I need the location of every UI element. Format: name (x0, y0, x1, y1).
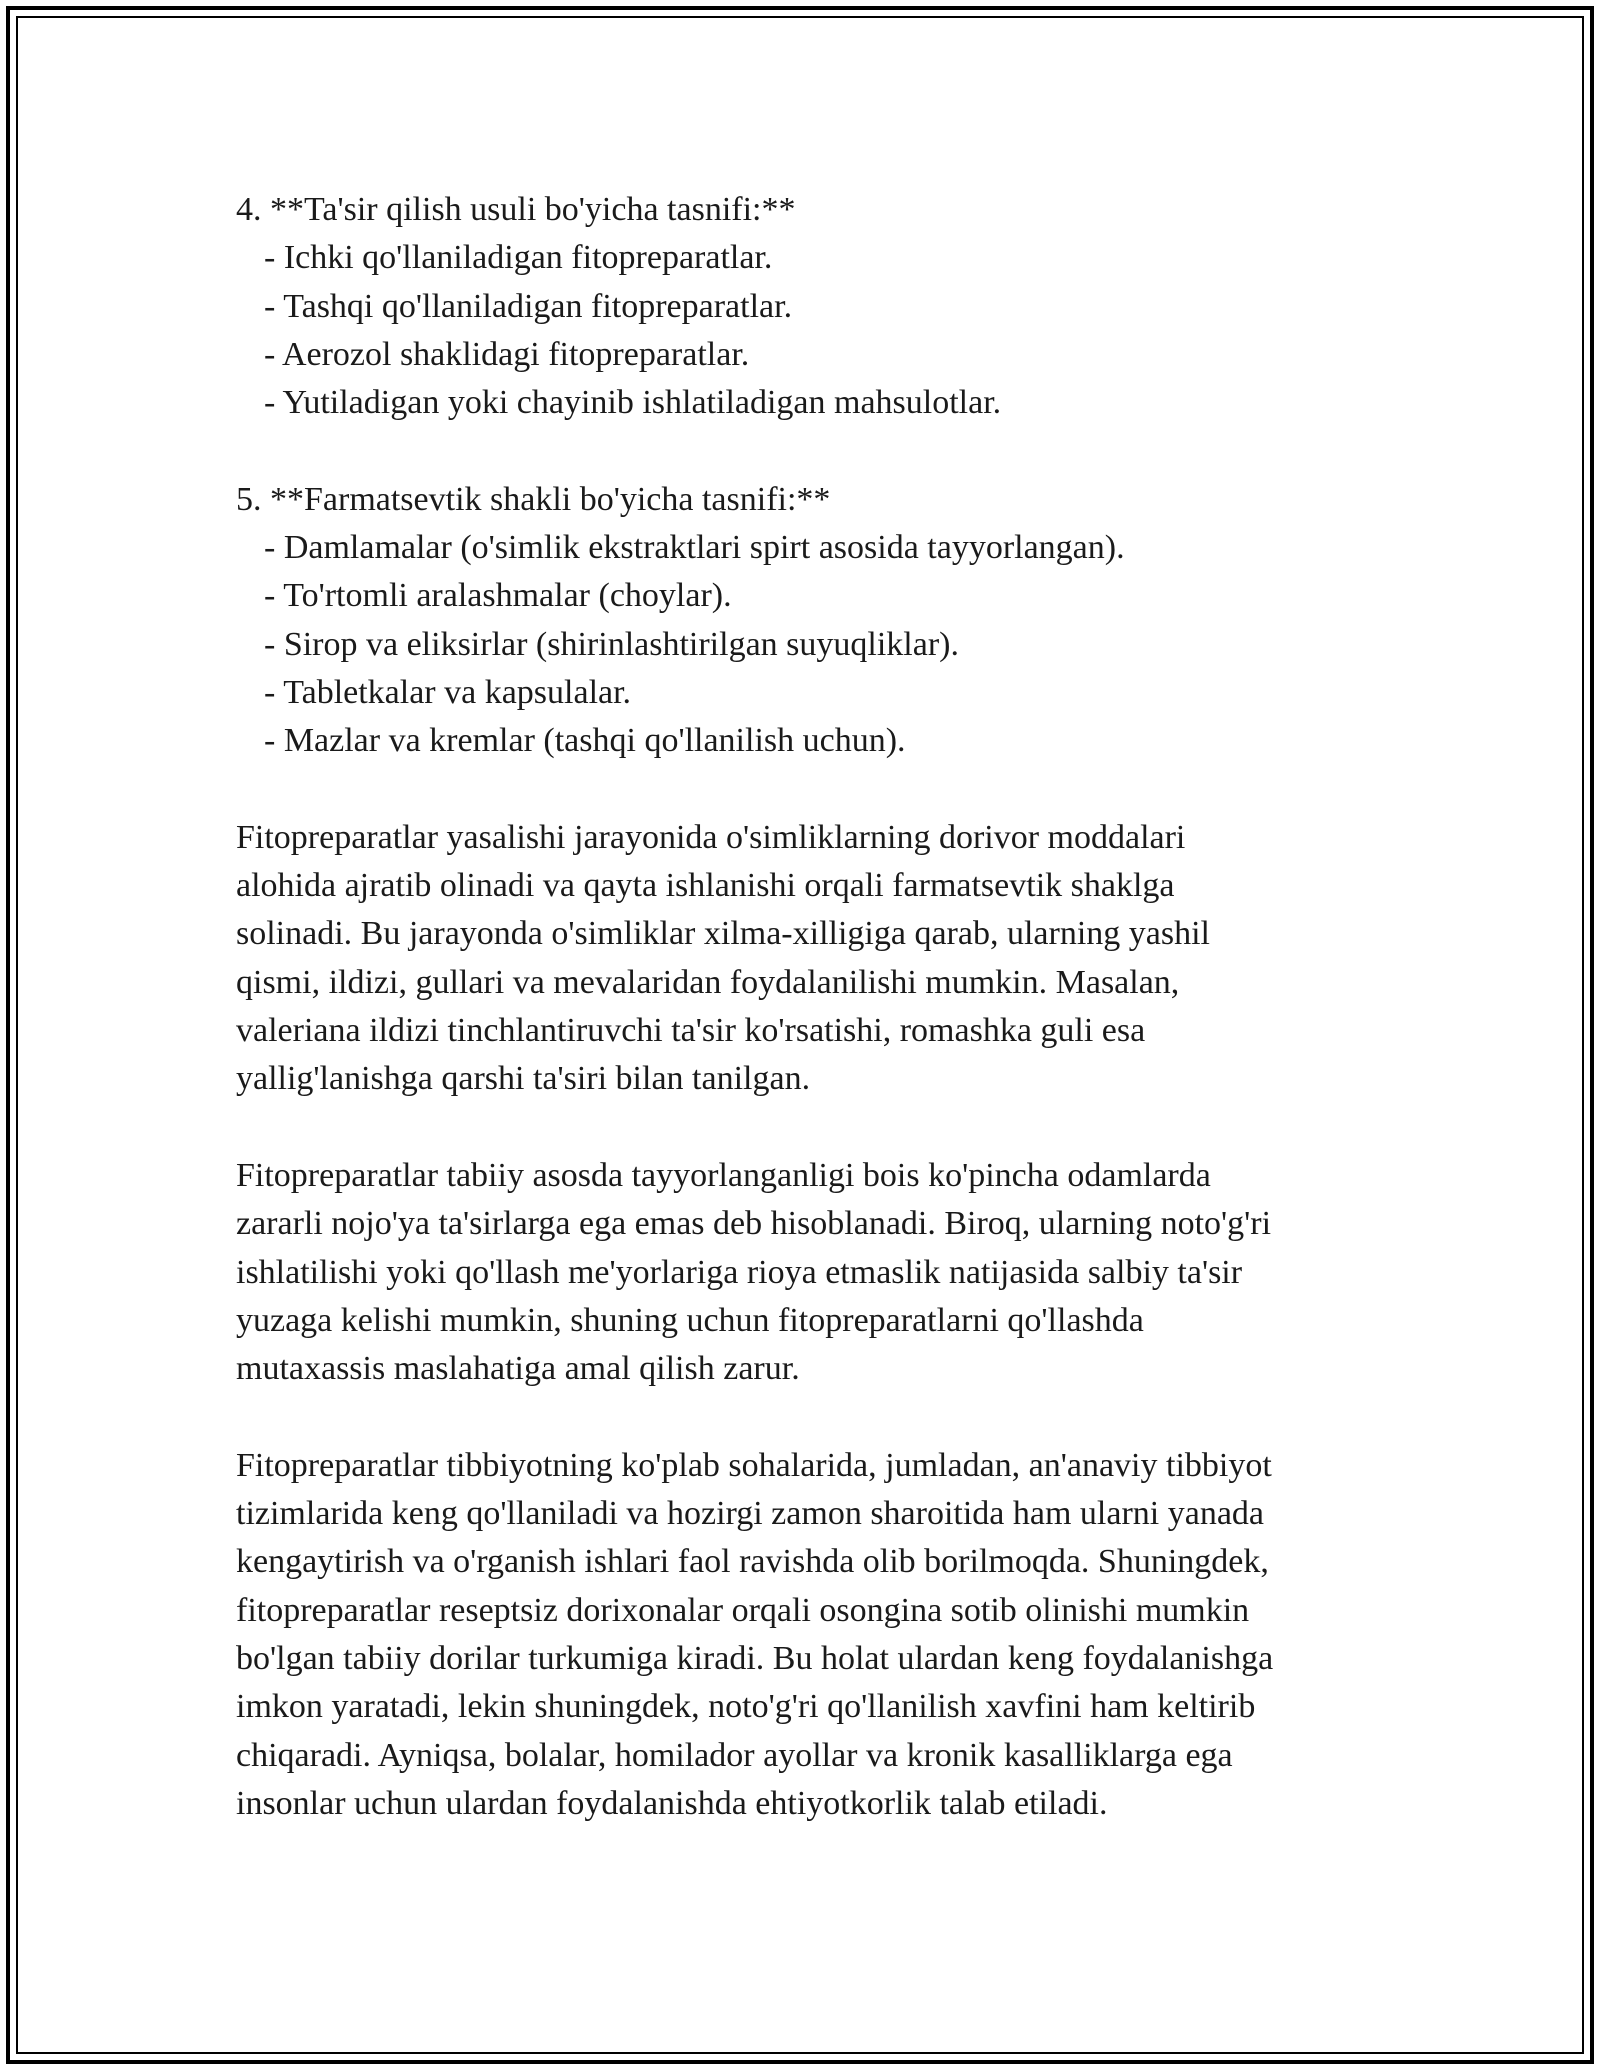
list-item: - To'rtomli aralashmalar (choylar). (264, 577, 732, 615)
paragraph-line: chiqaradi. Ayniqsa, bolalar, homilador ayollar va kronik kasalliklarga ega (236, 1736, 1233, 1774)
list-item: - Sirop va eliksirlar (shirinlashtirilgan suyuqliklar). (264, 625, 959, 663)
section-heading: 5. **Farmatsevtik shakli bo'yicha tasnifi:** (236, 480, 831, 518)
paragraph-line: solinadi. Bu jarayonda o'simliklar xilma-xilligiga qarab, ularning yashil (236, 915, 1210, 953)
paragraph-line: ishlatilishi yoki qo'llash me'yorlariga rioya etmaslik natijasida salbiy ta'sir (236, 1253, 1243, 1291)
paragraph-line: insonlar uchun ulardan foydalanishda ehtiyotkorlik talab etiladi. (236, 1784, 1108, 1822)
paragraph-line: yallig'lanishga qarshi ta'siri bilan tanilgan. (236, 1060, 811, 1098)
paragraph-production (236, 814, 1376, 1104)
list-item: - Tashqi qo'llaniladigan fitopreparatlar. (264, 287, 793, 325)
paragraph-line: Fitopreparatlar yasalishi jarayonida o'simliklarning dorivor moddalari (236, 818, 1186, 856)
list-item: - Ichki qo'llaniladigan fitopreparatlar. (264, 239, 773, 277)
paragraph-line: bo'lgan tabiiy dorilar turkumiga kiradi. Bu holat ulardan keng foydalanishga (236, 1639, 1274, 1677)
section-heading: 4. **Ta'sir qilish usuli bo'yicha tasnifi:** (236, 191, 796, 228)
list-item: - Yutiladigan yoki chayinib ishlatiladigan mahsulotlar. (264, 384, 1002, 422)
paragraph-line: valeriana ildizi tinchlantiruvchi ta'sir ko'rsatishi, romashka guli esa (236, 1012, 1146, 1050)
paragraph-line: Fitopreparatlar tabiiy asosda tayyorlanganligi bois ko'pincha odamlarda (236, 1156, 1211, 1194)
list-item: - Mazlar va kremlar (tashqi qo'llanilish uchun). (264, 722, 906, 760)
paragraph-line: zararli nojo'ya ta'sirlarga ega emas deb hisoblanadi. Biroq, ularning noto'g'ri (236, 1205, 1272, 1243)
paragraph-line: imkon yaratadi, lekin shuningdek, noto'g'ri qo'llanilish xavfini ham keltirib (236, 1688, 1256, 1726)
paragraph-line: tizimlarida keng qo'llaniladi va hozirgi zamon sharoitida ham ularni yanada (236, 1495, 1265, 1533)
paragraph-line: Fitopreparatlar tibbiyotning ko'plab sohalarida, jumladan, an'anaviy tibbiyot (236, 1446, 1272, 1484)
paragraph-line: mutaxassis maslahatiga amal qilish zarur. (236, 1350, 800, 1388)
paragraph-line: yuzaga kelishi mumkin, shuning uchun fitopreparatlarni qo'llashda (236, 1301, 1144, 1339)
paragraph-usage (236, 1442, 1376, 1828)
section-classification-by-form (236, 476, 1376, 766)
paragraph-line: qismi, ildizi, gullari va mevalaridan foydalanilishi mumkin. Masalan, (236, 963, 1180, 1001)
paragraph-side-effects (236, 1152, 1376, 1393)
section-classification-by-action (236, 186, 1376, 427)
list-item: - Tabletkalar va kapsulalar. (264, 673, 632, 711)
paragraph-line: fitopreparatlar reseptsiz dorixonalar orqali osongina sotib olinishi mumkin (236, 1591, 1250, 1629)
paragraph-line: kengaytirish va o'rganish ishlari faol ravishda olib borilmoqda. Shuningdek, (236, 1543, 1269, 1581)
list-item: - Aerozol shaklidagi fitopreparatlar. (264, 335, 750, 373)
paragraph-line: alohida ajratib olinadi va qayta ishlanishi orqali farmatsevtik shaklga (236, 867, 1175, 905)
list-item: - Damlamalar (o'simlik ekstraktlari spirt asosida tayyorlangan). (264, 529, 1125, 567)
document-body (236, 186, 1376, 1828)
